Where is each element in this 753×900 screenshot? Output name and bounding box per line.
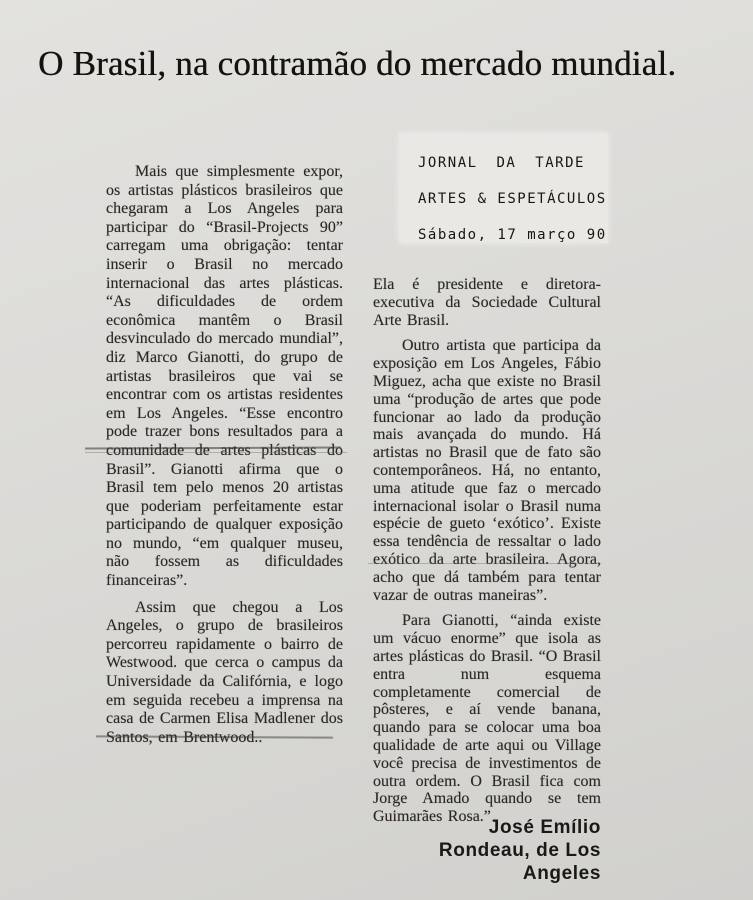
masthead-publication: JORNAL DA TARDE bbox=[418, 155, 585, 171]
byline-author: José Emílio bbox=[488, 817, 601, 838]
article-paragraph: Para Gianotti, “ainda existe um vácuo enorme” que isola as artes plásticas do Brasil. “O Brasil entra num esquema completamente comercial de pôsteres, e aí vende banana, quando para se colocar uma boa qualidade de arte aqui ou Village você precisa de investimentos de outra ordem. O Brasil fica com Jorge Amado quando se tem Guimarães Rosa.” bbox=[373, 612, 601, 826]
left-column bbox=[106, 163, 343, 755]
article-paragraph: Assim que chegou a Los Angeles, o grupo de brasileiros percorreu rapidamente o bairro de Westwood. que cerca o campus da Universidade da Califórnia, e logo em seguida recebeu a imprensa na casa de Carmen Elisa Madlener dos Santos, em Brentwood.. bbox=[106, 598, 343, 746]
article-headline: O Brasil, na contramão do mercado mundial. bbox=[38, 44, 677, 83]
masthead-date: Sábado, 17 março 90 bbox=[418, 227, 607, 243]
byline bbox=[373, 816, 601, 885]
byline-location: Rondeau, de Los Angeles bbox=[438, 840, 601, 884]
right-column bbox=[373, 276, 601, 834]
article-paragraph: Mais que simplesmente expor, os artistas plásticos brasileiros que chegaram a Los Angeles para participar do “Brasil-Projects 90” carregam uma obrigação: tentar inserir o Brasil no mercado internacional das artes plásticas. “As dificuldades de ordem econômica mantêm o Brasil desvinculado do mercado mundial”, diz Marco Gianotti, do grupo de artistas brasileiros que vai se encontrar com os artistas residentes em Los Angeles. “Esse encontro pode trazer bons resultados para a comunidade de artes plásticas do Brasil”. Gianotti afirma que o Brasil tem pelo menos 20 artistas que poderiam perfeitamente estar participando de qualquer exposição no mundo, “em qualquer museu, não fossem as dificuldades financeiras”. bbox=[106, 163, 343, 590]
masthead-box bbox=[399, 133, 608, 243]
article-paragraph: Ela é presidente e diretora-executiva da Sociedade Cultural Arte Brasil. bbox=[373, 276, 601, 329]
masthead-section: ARTES & ESPETÁCULOS bbox=[418, 191, 607, 207]
article-paragraph: Outro artista que participa da exposição em Los Angeles, Fábio Miguez, acha que existe no Brasil uma “produção de artes que pode funcionar ao lado da produção mais avançada do mundo. Há artistas no Brasil que de fato são contemporâneos. Há, no entanto, uma atitude que faz o mercado internacional isolar o Brasil numa espécie de gueto ‘exótico’. Existe essa tendência de ressaltar o lado exótico da arte brasileira. Agora, acho que dá também para tentar vazar de outras maneiras”. bbox=[373, 337, 601, 604]
